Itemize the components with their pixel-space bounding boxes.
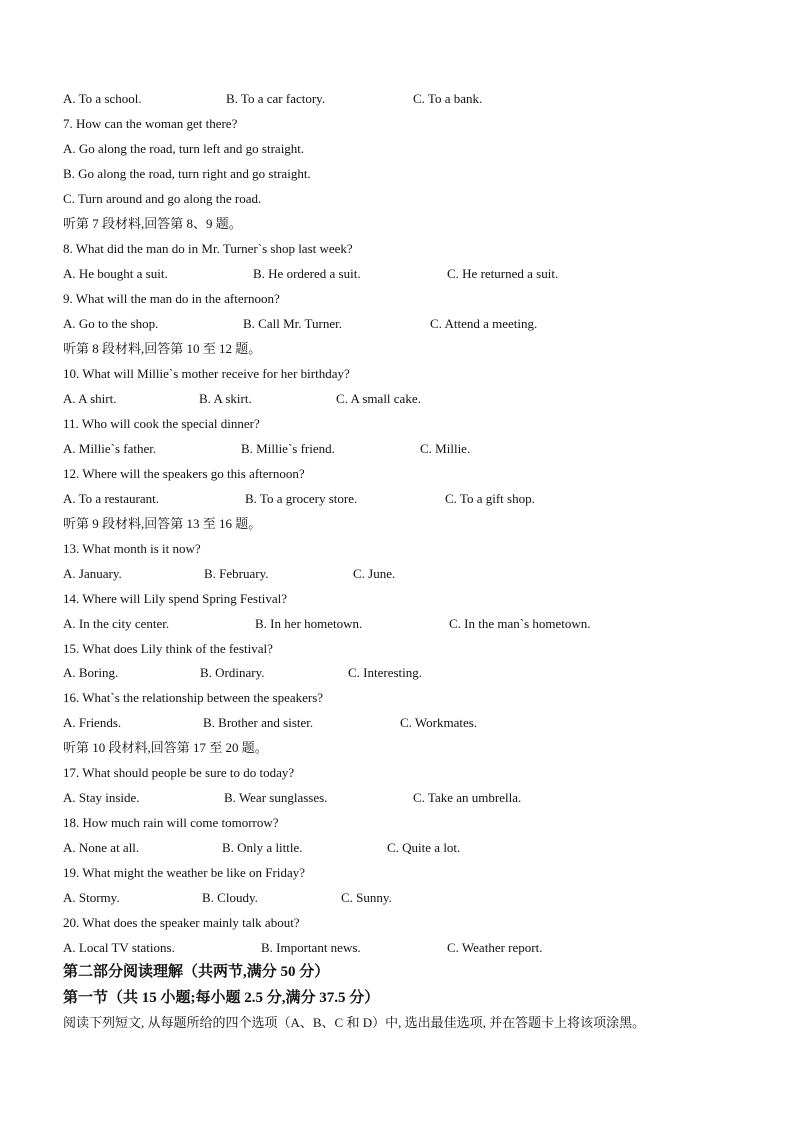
- q7-option-a: A. Go along the road, turn left and go straight.: [63, 141, 305, 156]
- q6-option-a: A. To a school.: [63, 91, 142, 106]
- q11-option-a: A. Millie`s father.: [63, 441, 157, 456]
- q19-option-c: C. Sunny.: [341, 890, 392, 905]
- q13-option-b: B. February.: [204, 566, 269, 581]
- q13-option-a: A. January.: [63, 566, 122, 581]
- q10-option-b: B. A skirt.: [199, 391, 252, 406]
- q16-option-c: C. Workmates.: [400, 715, 478, 730]
- q8-option-c: C. He returned a suit.: [447, 266, 559, 281]
- q9-option-a: A. Go to the shop.: [63, 316, 159, 331]
- section-9-instruction: 听第 9 段材料,回答第 13 至 16 题。: [63, 516, 262, 531]
- q15-question: 15. What does Lily think of the festival?: [63, 641, 273, 656]
- q7-option-c: C. Turn around and go along the road.: [63, 191, 262, 206]
- q11-option-c: C. Millie.: [420, 441, 471, 456]
- q8-option-a: A. He bought a suit.: [63, 266, 168, 281]
- q17-option-b: B. Wear sunglasses.: [224, 790, 328, 805]
- q12-question: 12. Where will the speakers go this afternoon?: [63, 466, 305, 481]
- q18-option-b: B. Only a little.: [222, 840, 303, 855]
- q17-question: 17. What should people be sure to do today?: [63, 765, 295, 780]
- q8-option-b: B. He ordered a suit.: [253, 266, 361, 281]
- q12-option-c: C. To a gift shop.: [445, 491, 535, 506]
- q18-option-c: C. Quite a lot.: [387, 840, 461, 855]
- q6-option-b: B. To a car factory.: [226, 91, 326, 106]
- q13-question: 13. What month is it now?: [63, 541, 201, 556]
- q14-question: 14. Where will Lily spend Spring Festival?: [63, 591, 287, 606]
- q13-option-c: C. June.: [353, 566, 396, 581]
- section-10-instruction: 听第 10 段材料,回答第 17 至 20 题。: [63, 740, 268, 755]
- q16-question: 16. What`s the relationship between the speakers?: [63, 690, 324, 705]
- q15-option-c: C. Interesting.: [348, 665, 423, 680]
- section1-heading: 第一节（共 15 小题;每小题 2.5 分,满分 37.5 分）: [63, 990, 380, 1006]
- q9-option-b: B. Call Mr. Turner.: [243, 316, 342, 331]
- section-7-instruction: 听第 7 段材料,回答第 8、9 题。: [63, 216, 242, 231]
- q17-option-a: A. Stay inside.: [63, 790, 140, 805]
- q8-question: 8. What did the man do in Mr. Turner`s shop last week?: [63, 241, 353, 256]
- q12-option-a: A. To a restaurant.: [63, 491, 159, 506]
- q17-option-c: C. Take an umbrella.: [413, 790, 522, 805]
- q11-option-b: B. Millie`s friend.: [241, 441, 335, 456]
- part2-heading: 第二部分阅读理解（共两节,满分 50 分）: [63, 964, 330, 980]
- q20-option-c: C. Weather report.: [447, 940, 543, 955]
- reading-instructions: 阅读下列短文, 从每题所给的四个选项（A、B、C 和 D）中, 选出最佳选项, 并在答题卡上将该项涂黑。: [63, 1015, 646, 1030]
- q9-option-c: C. Attend a meeting.: [430, 316, 538, 331]
- q19-question: 19. What might the weather be like on Friday?: [63, 865, 305, 880]
- q19-option-a: A. Stormy.: [63, 890, 120, 905]
- q6-option-c: C. To a bank.: [413, 91, 483, 106]
- q19-option-b: B. Cloudy.: [202, 890, 258, 905]
- q20-question: 20. What does the speaker mainly talk about?: [63, 915, 300, 930]
- q10-question: 10. What will Millie`s mother receive for her birthday?: [63, 366, 350, 381]
- q14-option-b: B. In her hometown.: [255, 616, 363, 631]
- q12-option-b: B. To a grocery store.: [245, 491, 358, 506]
- q18-question: 18. How much rain will come tomorrow?: [63, 815, 279, 830]
- q20-option-b: B. Important news.: [261, 940, 361, 955]
- q14-option-a: A. In the city center.: [63, 616, 170, 631]
- q16-option-a: A. Friends.: [63, 715, 122, 730]
- q11-question: 11. Who will cook the special dinner?: [63, 416, 260, 431]
- q16-option-b: B. Brother and sister.: [203, 715, 314, 730]
- q15-option-a: A. Boring.: [63, 665, 119, 680]
- q15-option-b: B. Ordinary.: [200, 665, 265, 680]
- q7-question: 7. How can the woman get there?: [63, 116, 238, 131]
- q7-option-b: B. Go along the road, turn right and go straight.: [63, 166, 311, 181]
- q10-option-a: A. A shirt.: [63, 391, 117, 406]
- q18-option-a: A. None at all.: [63, 840, 140, 855]
- q20-option-a: A. Local TV stations.: [63, 940, 175, 955]
- q10-option-c: C. A small cake.: [336, 391, 421, 406]
- q9-question: 9. What will the man do in the afternoon?: [63, 291, 280, 306]
- section-8-instruction: 听第 8 段材料,回答第 10 至 12 题。: [63, 341, 262, 356]
- q14-option-c: C. In the man`s hometown.: [449, 616, 591, 631]
